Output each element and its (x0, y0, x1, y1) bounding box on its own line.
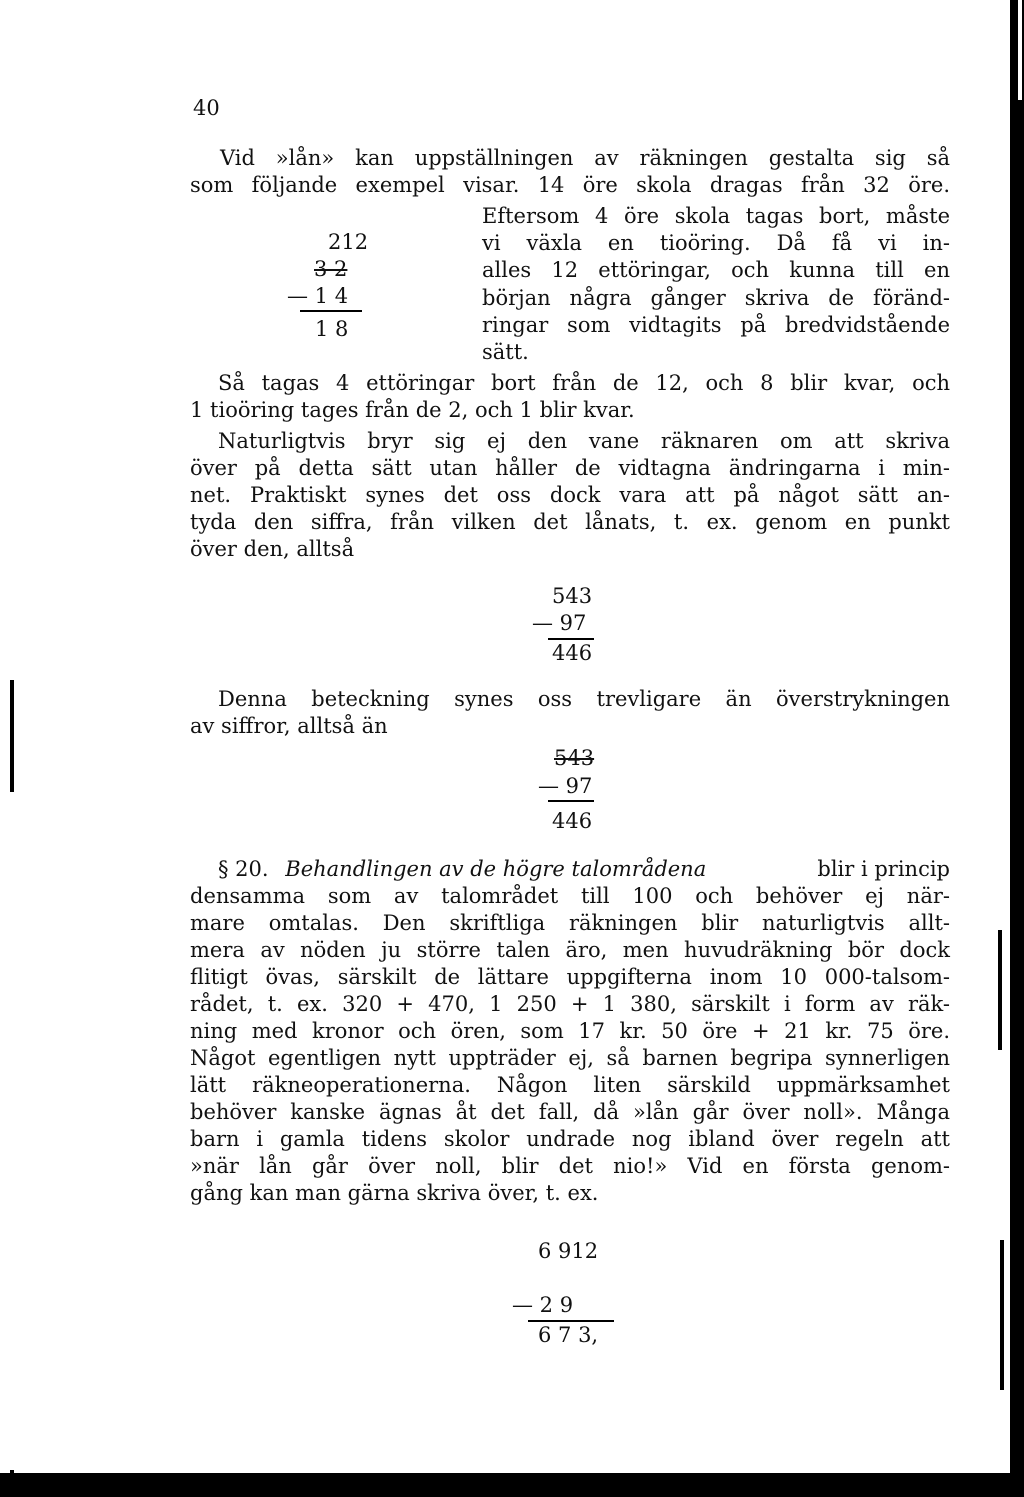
example1-result: 1 8 (315, 317, 349, 341)
text-line: behöver kanske ägnas åt det fall, då »lån går över noll». Många (190, 1100, 950, 1124)
text-line: mare omtalas. Den skriftliga räkningen blir naturligtvis allt- (190, 911, 950, 935)
text-line: Så tagas 4 ettöringar bort från de 12, och 8 blir kvar, och (218, 371, 950, 395)
text-line: flitigt övas, särskilt de lättare uppgifterna inom 10 000-talsom- (190, 965, 950, 989)
section-first-rest: blir i princip (817, 857, 950, 881)
text-line: barn i gamla tidens skolor undrade nog ibland över regeln att (190, 1127, 950, 1151)
text-line: »när lån går över noll, blir det nio!» Vid en första genom- (190, 1154, 950, 1178)
text-line: Naturligtvis bryr sig ej den vane räknaren om att skriva (218, 429, 950, 453)
scan-edge-mark (1018, 0, 1022, 100)
example2-subtrahend: — 97 (532, 611, 587, 635)
text-line: alles 12 ettöringar, och kunna till en (482, 258, 950, 282)
sum-line (548, 800, 594, 802)
scan-edge-mark (10, 680, 14, 792)
text-line: Vid »lån» kan uppställningen av räkningen gestalta sig så (220, 146, 950, 170)
text-line: tyda den siffra, från vilken det lånats, t. ex. genom en punkt (190, 510, 950, 534)
example3-top: 543 (554, 746, 595, 770)
example4-top: 6 912 (538, 1239, 599, 1263)
example4-result: 6 7 3, (538, 1323, 599, 1347)
example1-subtrahend: — 1 4 (287, 284, 349, 308)
example2-result: 446 (552, 641, 593, 665)
page-number: 40 (193, 96, 220, 120)
text-line: av siffror, alltså än (190, 714, 388, 738)
scan-edge-mark (1000, 1240, 1004, 1390)
text-line: Denna beteckning synes oss trevligare än överstrykningen (218, 687, 950, 711)
text-line: densamma som av talområdet till 100 och behöver ej när- (190, 884, 950, 908)
scan-edge-mark (10, 1470, 14, 1473)
text-line: vi växla en tioöring. Då få vi in- (482, 231, 950, 255)
text-line: gång kan man gärna skriva över, t. ex. (190, 1181, 599, 1205)
text-line: som följande exempel visar. 14 öre skola dragas från 32 öre. (190, 173, 950, 197)
example3-subtrahend: — 97 (538, 774, 593, 798)
text-line: net. Praktiskt synes det oss dock vara att på något sätt an- (190, 483, 950, 507)
sum-line (300, 310, 362, 312)
text-line: ringar som vidtagits på bredvidstående (482, 313, 950, 337)
example4-subtrahend: — 2 9 (512, 1293, 574, 1317)
text-line: lätt räkneoperationerna. Någon liten särskild uppmärksamhet (190, 1073, 950, 1097)
section-mark: § 20. (218, 857, 269, 881)
text-line: mera av nöden ju större talen äro, men huvudräkning bör dock (190, 938, 950, 962)
text-line: sätt. (482, 340, 529, 364)
text-line: Något egentligen nytt uppträder ej, så barnen begripa synnerligen (190, 1046, 950, 1070)
text-line: över den, alltså (190, 537, 355, 561)
example2-top: 543 (552, 584, 593, 608)
example3-result: 446 (552, 809, 593, 833)
section-heading-line (218, 856, 950, 882)
text-line: ning med kronor och ören, som 17 kr. 50 öre + 21 kr. 75 öre. (190, 1019, 950, 1043)
text-line: över på detta sätt utan håller de vidtagna ändringarna i min- (190, 456, 950, 480)
text-line: början några gånger skriva de föränd- (482, 286, 950, 310)
scan-edge-mark (998, 930, 1002, 1050)
text-line: rådet, t. ex. 320 + 470, 1 250 + 1 380, särskilt i form av räk- (190, 992, 950, 1016)
example1-struck: 3 2 (314, 257, 348, 281)
text-line: 1 tioöring tages från de 2, och 1 blir kvar. (190, 398, 635, 422)
section-title: Behandlingen av de högre talområdena (285, 857, 707, 881)
example1-top: 212 (328, 230, 369, 254)
text-line: Eftersom 4 öre skola tagas bort, måste (482, 204, 950, 228)
